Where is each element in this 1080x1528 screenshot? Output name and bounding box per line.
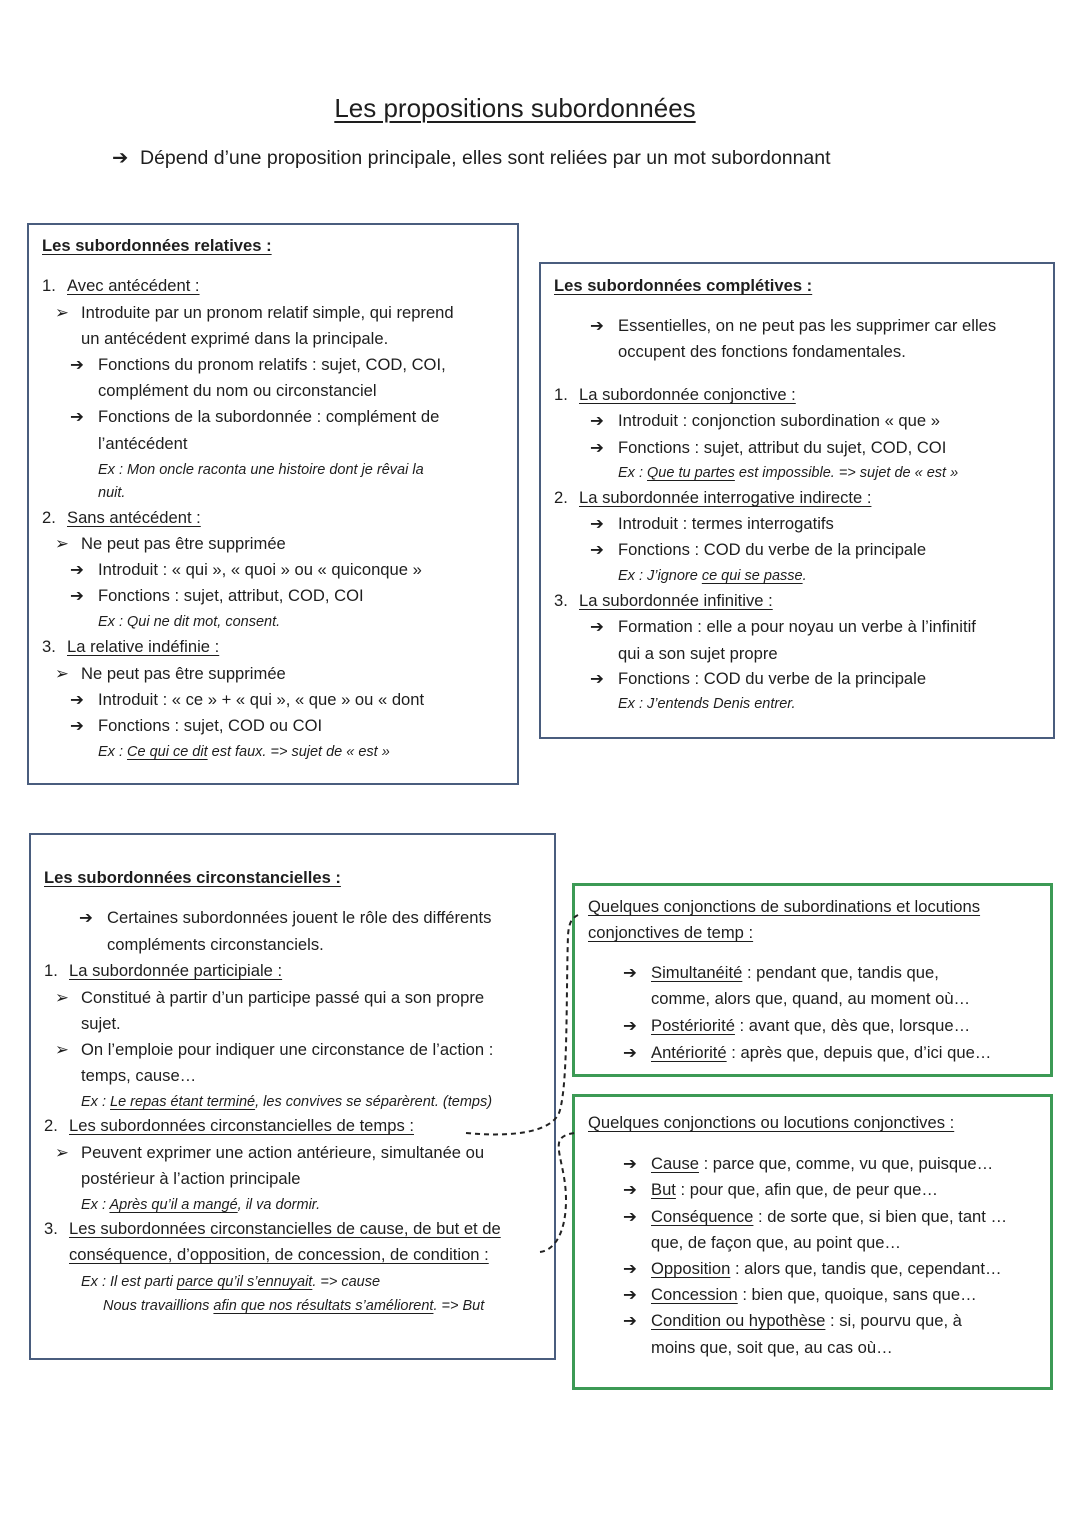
list-item: ➔ Cause : parce que, comme, vu que, puisque… bbox=[623, 1154, 994, 1173]
arrow-right-icon: ➔ bbox=[623, 1285, 637, 1304]
list-item: ➔ Antériorité : après que, depuis que, d’ici que… bbox=[623, 1043, 992, 1062]
triangle-bullet-icon: ➢ bbox=[55, 1040, 69, 1059]
list-item: ➔ Certaines subordonnées jouent le rôle des différents bbox=[79, 908, 492, 927]
example-continued: nuit. bbox=[98, 485, 126, 501]
arrow-right-icon: ➔ bbox=[590, 540, 604, 559]
list-item: ➔ Fonctions : COD du verbe de la principale bbox=[590, 540, 927, 559]
circonstancielles-heading: Les subordonnées circonstancielles : bbox=[44, 868, 341, 887]
arrow-right-icon: ➔ bbox=[112, 147, 129, 169]
subtitle: ➔ Dépend d’une proposition principale, elles sont reliées par un mot subordonnant bbox=[112, 147, 831, 169]
triangle-bullet-icon: ➢ bbox=[55, 664, 69, 683]
example: Ex : J’ignore ce qui se passe. bbox=[618, 568, 807, 584]
list-item: ➔ Introduit : « ce » + « qui », « que » ou « dont bbox=[70, 690, 425, 709]
list-item: ➔ Introduit : « qui », « quoi » ou « quiconque » bbox=[70, 560, 422, 579]
completives-section-2: 2. La subordonnée interrogative indirecte : bbox=[554, 488, 872, 507]
completives-heading: Les subordonnées complétives : bbox=[554, 276, 813, 295]
list-item: ➔ Fonctions du pronom relatifs : sujet, COD, COI, bbox=[70, 355, 446, 374]
list-item: ➔ Fonctions : sujet, attribut du sujet, COD, COI bbox=[590, 438, 947, 457]
arrow-right-icon: ➔ bbox=[623, 1016, 637, 1035]
example: Ex : Que tu partes est impossible. => sujet de « est » bbox=[618, 465, 959, 481]
temps-heading: Quelques conjonctions de subordinations et locutions bbox=[588, 897, 981, 916]
list-item: ➔ Postériorité : avant que, dès que, lorsque… bbox=[623, 1016, 971, 1035]
arrow-right-icon: ➔ bbox=[590, 669, 604, 688]
list-item-continued: moins que, soit que, au cas où… bbox=[651, 1338, 893, 1357]
list-item: ➔ Simultanéité : pendant que, tandis que, bbox=[623, 963, 939, 982]
list-item: ➢ Peuvent exprimer une action antérieure, simultanée ou bbox=[55, 1143, 485, 1162]
relatives-section-3: 3. La relative indéfinie : bbox=[42, 637, 220, 656]
list-item-continued: que, de façon que, au point que… bbox=[651, 1233, 902, 1252]
completives-section-3: 3. La subordonnée infinitive : bbox=[554, 591, 773, 610]
triangle-bullet-icon: ➢ bbox=[55, 534, 69, 553]
list-item: ➔ Introduit : conjonction subordination « que » bbox=[590, 411, 940, 430]
list-item: ➔ Fonctions : sujet, attribut, COD, COI bbox=[70, 586, 364, 605]
completives-section-1: 1. La subordonnée conjonctive : bbox=[554, 385, 796, 404]
list-item: ➢ Constitué à partir d’un participe passé qui a son propre bbox=[55, 988, 485, 1007]
arrow-right-icon: ➔ bbox=[70, 716, 84, 735]
example: Ex : Après qu’il a mangé, il va dormir. bbox=[81, 1197, 321, 1213]
list-item-continued: occupent des fonctions fondamentales. bbox=[618, 342, 906, 361]
circonstancielles-section-3: 3. Les subordonnées circonstancielles de cause, de but et de bbox=[44, 1219, 501, 1238]
list-item: ➢ Ne peut pas être supprimée bbox=[55, 534, 286, 553]
triangle-bullet-icon: ➢ bbox=[55, 988, 69, 1007]
relatives-section-2: 2. Sans antécédent : bbox=[42, 508, 201, 527]
arrow-right-icon: ➔ bbox=[623, 1259, 637, 1278]
arrow-right-icon: ➔ bbox=[70, 355, 84, 374]
arrow-right-icon: ➔ bbox=[623, 1207, 637, 1226]
list-item: ➢ On l’emploie pour indiquer une circonstance de l’action : bbox=[55, 1040, 494, 1059]
arrow-right-icon: ➔ bbox=[623, 963, 637, 982]
list-item: ➔ Formation : elle a pour noyau un verbe à l’infinitif bbox=[590, 617, 976, 636]
list-item: ➔ But : pour que, afin que, de peur que… bbox=[623, 1180, 938, 1199]
example: Ex : Mon oncle raconta une histoire dont je rêvai la bbox=[98, 462, 424, 478]
list-item-continued: un antécédent exprimé dans la principale. bbox=[81, 329, 389, 348]
list-item: ➢ Introduite par un pronom relatif simple, qui reprend bbox=[55, 303, 454, 322]
arrow-right-icon: ➔ bbox=[590, 438, 604, 457]
temps-heading-continued: conjonctives de temp : bbox=[588, 923, 754, 942]
arrow-right-icon: ➔ bbox=[70, 690, 84, 709]
arrow-right-icon: ➔ bbox=[590, 411, 604, 430]
list-item-continued: compléments circonstanciels. bbox=[107, 935, 324, 954]
list-item-continued: complément du nom ou circonstanciel bbox=[98, 381, 377, 400]
arrow-right-icon: ➔ bbox=[623, 1180, 637, 1199]
arrow-right-icon: ➔ bbox=[623, 1043, 637, 1062]
list-item: ➔ Conséquence : de sorte que, si bien que, tant … bbox=[623, 1207, 1008, 1226]
arrow-right-icon: ➔ bbox=[70, 560, 84, 579]
list-item-continued: comme, alors que, quand, au moment où… bbox=[651, 989, 971, 1008]
arrow-right-icon: ➔ bbox=[79, 908, 93, 927]
circonstancielles-section-1: 1. La subordonnée participiale : bbox=[44, 961, 283, 980]
locutions-connector bbox=[540, 1133, 578, 1252]
list-item: ➔ Fonctions : COD du verbe de la principale bbox=[590, 669, 927, 688]
example: Nous travaillions afin que nos résultats s’améliorent. => But bbox=[103, 1298, 485, 1314]
list-item: ➔ Condition ou hypothèse : si, pourvu que, à bbox=[623, 1311, 962, 1330]
list-item: ➔ Introduit : termes interrogatifs bbox=[590, 514, 834, 533]
list-item-continued: l’antécédent bbox=[98, 434, 188, 453]
relatives-heading: Les subordonnées relatives : bbox=[42, 236, 272, 255]
arrow-right-icon: ➔ bbox=[70, 586, 84, 605]
triangle-bullet-icon: ➢ bbox=[55, 1143, 69, 1162]
arrow-right-icon: ➔ bbox=[70, 407, 84, 426]
list-item-continued: temps, cause… bbox=[81, 1066, 197, 1085]
list-item: ➔ Concession : bien que, quoique, sans que… bbox=[623, 1285, 977, 1304]
list-item-continued: postérieur à l’action principale bbox=[81, 1169, 301, 1188]
page-title: Les propositions subordonnées bbox=[334, 93, 696, 123]
list-item: ➔ Fonctions de la subordonnée : complément de bbox=[70, 407, 440, 426]
example: Ex : Il est parti parce qu’il s’ennuyait. => cause bbox=[81, 1274, 381, 1290]
locutions-heading: Quelques conjonctions ou locutions conjonctives : bbox=[588, 1113, 955, 1132]
arrow-right-icon: ➔ bbox=[623, 1311, 637, 1330]
arrow-right-icon: ➔ bbox=[590, 514, 604, 533]
arrow-right-icon: ➔ bbox=[623, 1154, 637, 1173]
arrow-right-icon: ➔ bbox=[590, 617, 604, 636]
section-title-continued: conséquence, d’opposition, de concession, de condition : bbox=[69, 1245, 489, 1264]
relatives-section-1: 1. Avec antécédent : bbox=[42, 276, 200, 295]
list-item: ➔ Fonctions : sujet, COD ou COI bbox=[70, 716, 323, 735]
temps-connector bbox=[466, 915, 578, 1134]
example: Ex : Qui ne dit mot, consent. bbox=[98, 614, 281, 630]
circonstancielles-section-2: 2. Les subordonnées circonstancielles de temps : bbox=[44, 1116, 414, 1135]
list-item-continued: qui a son sujet propre bbox=[618, 644, 778, 663]
list-item-continued: sujet. bbox=[81, 1014, 121, 1033]
triangle-bullet-icon: ➢ bbox=[55, 303, 69, 322]
example: Ex : Le repas étant terminé, les convives se séparèrent. (temps) bbox=[81, 1094, 493, 1110]
list-item: ➔ Opposition : alors que, tandis que, cependant… bbox=[623, 1259, 1002, 1278]
example: Ex : J’entends Denis entrer. bbox=[618, 696, 796, 712]
list-item: ➔ Essentielles, on ne peut pas les supprimer car elles bbox=[590, 316, 997, 335]
arrow-right-icon: ➔ bbox=[590, 316, 604, 335]
example: Ex : Ce qui ce dit est faux. => sujet de « est » bbox=[98, 744, 390, 760]
list-item: ➢ Ne peut pas être supprimée bbox=[55, 664, 286, 683]
